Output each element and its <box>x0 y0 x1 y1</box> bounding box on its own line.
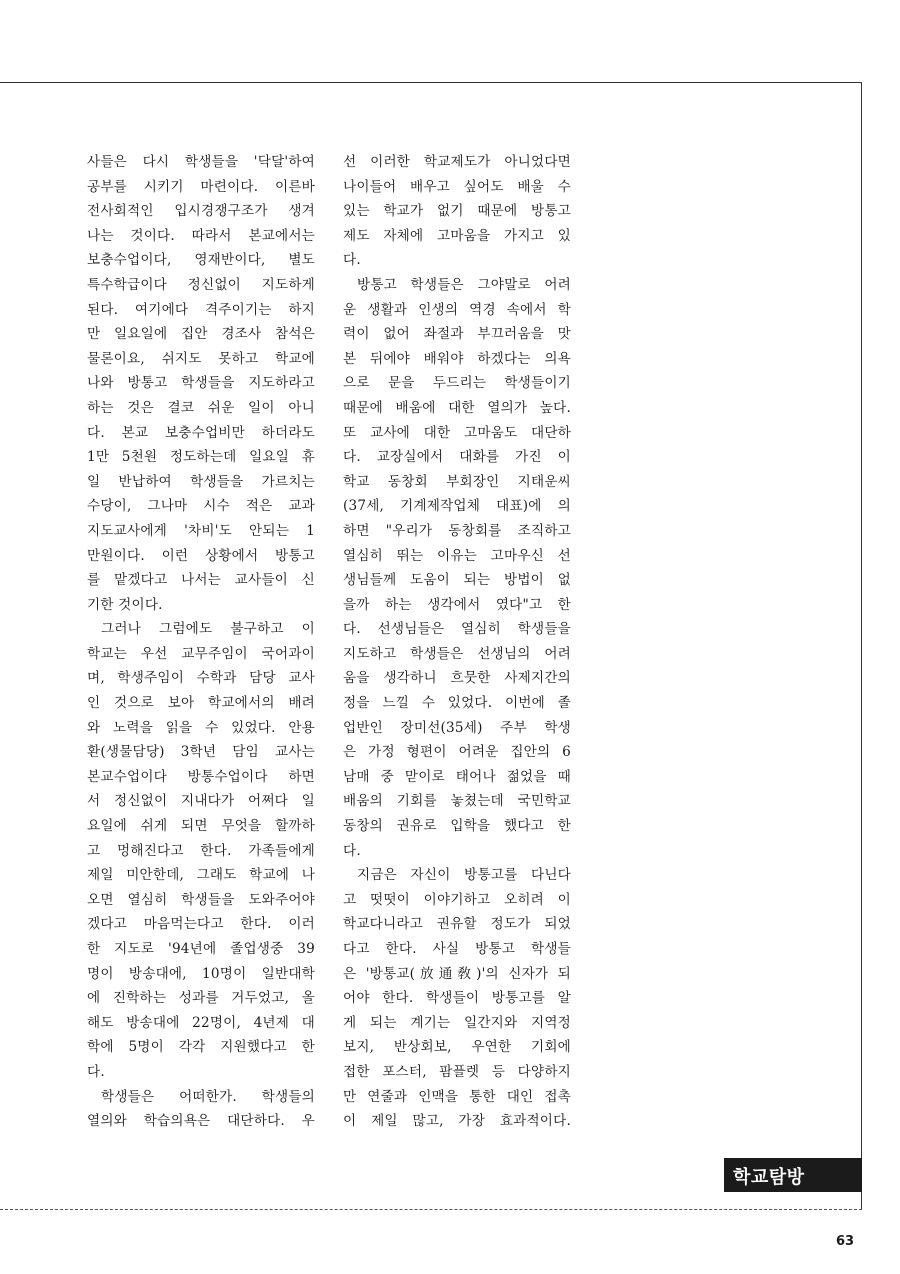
text-line: 열의와 학습의욕은 대단하다. 우 <box>87 1113 315 1130</box>
text-line: 한 지도로 '94년에 졸업생중 39 <box>87 941 315 957</box>
text-line: 겠다고 마음먹는다고 한다. 이러 <box>87 916 315 933</box>
text-line: 기한 것이다. <box>87 596 163 613</box>
page-number: 63 <box>836 1234 855 1249</box>
text-line: 학교는 우선 교무주임이 국어과이 <box>87 645 315 662</box>
article-column-right <box>343 150 571 1134</box>
text-line: 으로 문을 두드리는 학생들이기 <box>343 375 571 392</box>
text-line: 전사회적인 입시경쟁구조가 생겨 <box>87 203 315 220</box>
text-line: 고 떳떳이 이야기하고 오히려 이 <box>343 891 571 908</box>
text-line: 며, 학생주임이 수학과 담당 교사 <box>87 670 315 687</box>
text-line: 남매 중 맏이로 태어나 젊었을 때 <box>343 768 571 785</box>
text-line: 만 일요일에 집안 경조사 참석은 <box>87 326 315 343</box>
text-line: 나와 방통고 학생들을 지도하라고 <box>87 375 315 392</box>
text-line: 하면 "우리가 동창회를 조직하고 <box>343 522 571 539</box>
text-line: 을까 하는 생각에서 였다"고 한 <box>343 596 571 613</box>
text-line: 은 '방통교(放通敎)'의 신자가 되 <box>343 965 571 982</box>
text-line: 다. <box>87 1063 105 1080</box>
text-line: 어야 한다. 학생들이 방통고를 알 <box>343 990 571 1007</box>
text-line: 보지, 반상회보, 우연한 기회에 <box>343 1039 571 1056</box>
text-line: 제도 자체에 고마움을 가지고 있 <box>343 227 571 244</box>
text-line: 업반인 장미선(35세) 주부 학생 <box>343 719 571 736</box>
text-line: 게 되는 계기는 일간지와 지역정 <box>343 1014 571 1031</box>
text-line: 다고 한다. 사실 방통고 학생들 <box>343 941 571 957</box>
text-line: 1만 5천원 정도하는데 일요일 휴 <box>87 449 315 466</box>
text-line: 력이 없어 좌절과 부끄러움을 맛 <box>343 326 571 343</box>
text-line: 학교다니라고 권유할 정도가 되었 <box>343 916 571 933</box>
text-line: 일 반납하여 학생들을 가르치는 <box>87 473 315 490</box>
text-line: 공부를 시키기 마련이다. 이른바 <box>87 178 315 195</box>
text-line: 다. 본교 보충수업비만 하더라도 <box>87 424 315 441</box>
text-line: 학에 5명이 각각 지원했다고 한 <box>87 1039 315 1056</box>
text-line: 있는 학교가 없기 때문에 방통고 <box>343 203 571 220</box>
text-line: 나이들어 배우고 싶어도 배울 수 <box>343 178 571 195</box>
text-line: 명이 방송대에, 10명이 일반대학 <box>87 965 315 982</box>
text-line: 해도 방송대에 22명이, 4년제 대 <box>87 1014 315 1031</box>
section-label: 학교탐방 <box>733 1167 805 1188</box>
text-line: 선 이러한 학교제도가 아니었다면 <box>343 154 571 170</box>
text-line: 학교 동창회 부회장인 지태운씨 <box>343 473 571 490</box>
text-line: 생님들께 도움이 되는 방법이 없 <box>343 572 571 589</box>
text-line: 를 맡겠다고 나서는 교사들이 신 <box>87 572 315 589</box>
text-line: 본교수업이다 방통수업이다 하면 <box>87 768 315 785</box>
text-line: 만 연줄과 인맥을 통한 대인 접촉 <box>343 1088 571 1105</box>
text-line: 지도교사에게 '차비'도 안되는 1 <box>87 522 315 539</box>
text-line: 사들은 다시 학생들을 '닥달'하여 <box>87 154 315 170</box>
text-line: 특수학급이다 정신없이 지도하게 <box>87 276 315 293</box>
text-line: 은 가정 형편이 어려운 집안의 6 <box>343 744 571 761</box>
text-line: 오면 열심히 학생들을 도와주어야 <box>87 891 315 908</box>
text-line: 동창의 권유로 입학을 했다고 한 <box>343 818 571 835</box>
text-line: 하는 것은 결코 쉬운 일이 아니 <box>87 399 315 416</box>
text-line: 방통고 학생들은 그야말로 어려 <box>357 276 571 293</box>
text-line: 에 진학하는 성과를 거두었고, 올 <box>87 990 315 1007</box>
text-line: 본 뒤에야 배워야 하겠다는 의욕 <box>343 350 571 367</box>
text-line: 다. <box>343 842 361 859</box>
text-line: 그러나 그럼에도 불구하고 이 <box>101 621 315 638</box>
text-line: 와 노력을 읽을 수 있었다. 안용 <box>87 719 315 736</box>
text-line: 보충수업이다, 영재반이다, 별도 <box>87 252 315 269</box>
text-line: 다. 교장실에서 대화를 가진 이 <box>343 449 571 466</box>
right-rule <box>861 82 862 1210</box>
text-line: 접한 포스터, 팜플렛 등 다양하지 <box>343 1063 571 1080</box>
text-line: 배움의 기회를 놓쳤는데 국민학교 <box>343 793 571 810</box>
text-line: 수당이, 그나마 시수 적은 교과 <box>87 498 315 515</box>
text-line: 이 제일 많고, 가장 효과적이다. <box>343 1113 571 1130</box>
text-line: 된다. 여기에다 격주이기는 하지 <box>87 301 315 318</box>
text-line: 움을 생각하니 흐뭇한 사제지간의 <box>343 670 571 687</box>
text-line: 학생들은 어떠한가. 학생들의 <box>101 1088 315 1105</box>
text-line: 지금은 자신이 방통고를 다닌다 <box>357 867 571 884</box>
text-line: 때문에 배움에 대한 열의가 높다. <box>343 399 571 416</box>
text-line: 물론이요, 쉬지도 못하고 학교에 <box>87 350 315 367</box>
text-line: 환(생물담당) 3학년 담임 교사는 <box>87 744 315 761</box>
bottom-dashed-rule <box>0 1209 862 1210</box>
top-rule <box>0 82 862 83</box>
text-line: 제일 미안한데, 그래도 학교에 나 <box>87 867 315 884</box>
text-line: 열심히 뛰는 이유는 고마우신 선 <box>343 547 571 564</box>
section-tab <box>724 1158 862 1192</box>
text-line: 지도하고 학생들은 선생님의 어려 <box>343 645 571 662</box>
text-line: 정을 느낄 수 있었다. 이번에 졸 <box>343 695 571 712</box>
text-line: 나는 것이다. 따라서 본교에서는 <box>87 227 315 244</box>
text-line: 운 생활과 인생의 역경 속에서 학 <box>343 301 571 318</box>
text-line: 만원이다. 이런 상황에서 방통고 <box>87 547 315 564</box>
text-line: 다. <box>343 252 361 269</box>
text-line: (37세, 기계제작업체 대표)에 의 <box>343 498 571 515</box>
text-line: 서 정신없이 지내다가 어쩌다 일 <box>87 793 315 810</box>
text-line: 요일에 쉬게 되면 무엇을 할까하 <box>87 818 315 835</box>
article-column-left <box>87 150 315 1134</box>
text-line: 인 것으로 보아 학교에서의 배려 <box>87 695 315 712</box>
text-line: 고 멍해진다고 한다. 가족들에게 <box>87 842 315 859</box>
text-line: 다. 선생님들은 열심히 학생들을 <box>343 621 571 638</box>
text-line: 또 교사에 대한 고마움도 대단하 <box>343 424 571 441</box>
